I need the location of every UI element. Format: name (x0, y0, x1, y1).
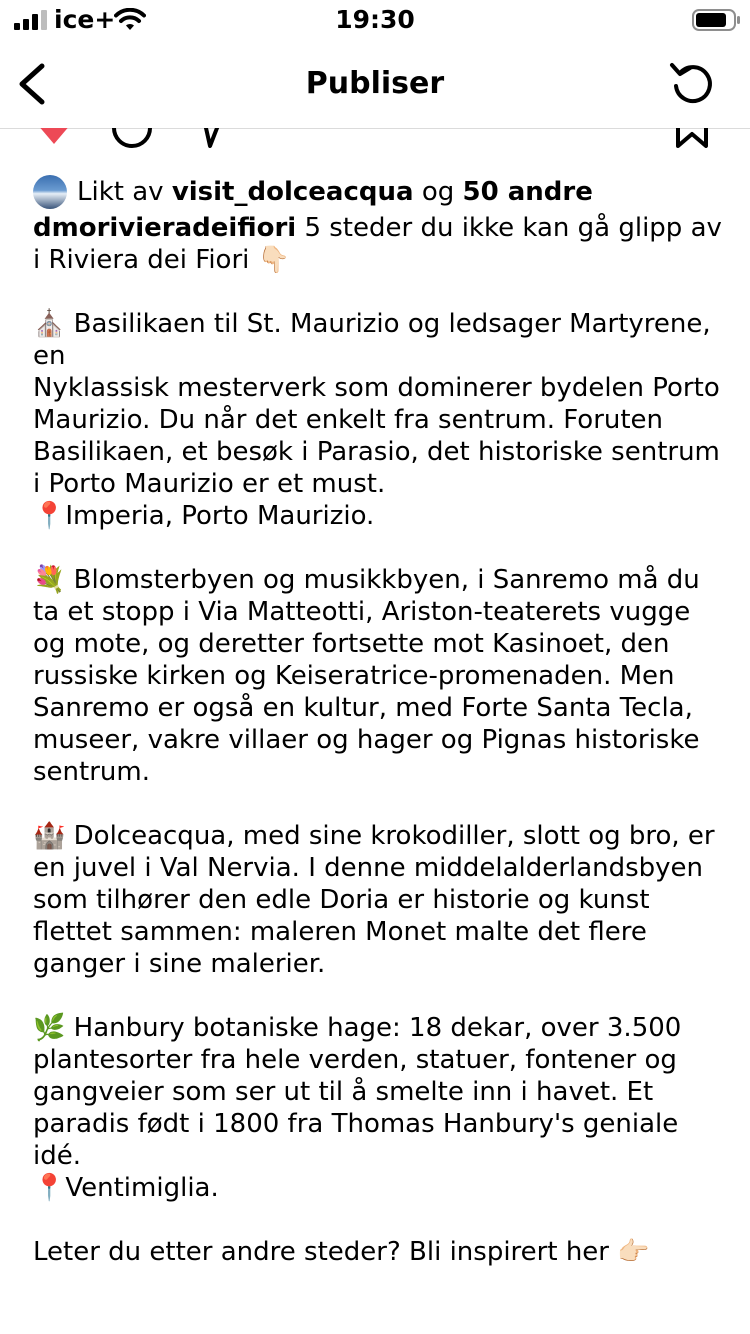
avatar[interactable] (33, 175, 67, 209)
battery-icon (692, 9, 742, 31)
pin-icon: 📍 (33, 1173, 66, 1203)
section-basilica-location (33, 500, 723, 532)
carrier-name: ice+ (54, 5, 116, 34)
section-hanbury-text: Hanbury botaniske hage: 18 dekar, over 3.500 plantesorter fra hele verden, statuer, fontener og gangveier som ser ut til å smelte inn i havet. Et paradis født i 1800 fra Thomas Hanbury's geniale idé. (33, 1013, 682, 1171)
pointing-down-icon: 👇🏻 (257, 245, 291, 275)
church-icon: ⛪ (33, 309, 66, 339)
caption-outro-text: Leter du etter andre steder? Bli inspirert her (33, 1237, 609, 1267)
status-time: 19:30 (335, 5, 415, 34)
castle-icon: 🏰 (33, 821, 66, 851)
section-hanbury (33, 1012, 723, 1172)
page-title: Publiser (305, 66, 445, 101)
location-text: Ventimiglia. (65, 1173, 219, 1203)
likes-prefix: Likt av (77, 177, 164, 207)
likes-summary (33, 172, 723, 212)
post-actions-row (0, 128, 750, 148)
navigation-bar (0, 40, 750, 129)
caption-intro (33, 212, 723, 276)
section-dolceacqua (33, 820, 723, 980)
herb-icon: 🌿 (33, 1013, 66, 1043)
likes-middle: og (421, 177, 455, 207)
section-dolceacqua-text: Dolceacqua, med sine krokodiller, slott og bro, er en juvel i Val Nervia. I denne middelalderlandsbyen som tilhører den edle Doria er historie og kunst flettet sammen: maleren Monet malte det flere ganger i sine malerier. (33, 821, 715, 979)
pin-icon: 📍 (33, 501, 66, 531)
caption-intro-text: 5 steder du ikke kan gå glipp av i Riviera dei Fiori (33, 213, 722, 275)
status-bar (0, 0, 750, 40)
post-content (33, 172, 723, 1268)
section-hanbury-location (33, 1172, 723, 1204)
caption-username[interactable]: dmorivieradeifiori (33, 213, 297, 243)
bouquet-icon: 💐 (33, 565, 66, 595)
liked-by-user-link[interactable]: visit_dolceacqua (171, 177, 414, 207)
share-icon[interactable] (198, 128, 228, 148)
bookmark-icon[interactable] (674, 128, 710, 148)
caption-outro (33, 1236, 723, 1268)
section-sanremo-text: Blomsterbyen og musikkbyen, i Sanremo må du ta et stopp i Via Matteotti, Ariston-teaterets vugge og mote, og deretter fortsette mot Kasinoet, den russiske kirken og Keiseratrice-promenaden. Men Sanremo er også en kultur, med Forte Santa Tecla, museer, vakre villaer og hager og Pignas historiske sentrum. (33, 565, 700, 787)
section-basilica-body: Nyklassisk mesterverk som dominerer bydelen Porto Maurizio. Du når det enkelt fra sentrum. Foruten Basilikaen, et besøk i Parasio, det historiske sentrum i Porto Maurizio er et must. (33, 373, 720, 499)
section-basilica-title: Basilikaen til St. Maurizio og ledsager Martyrene, en (33, 309, 711, 371)
comment-icon[interactable] (110, 128, 154, 148)
likes-count-link[interactable]: 50 andre (462, 177, 593, 207)
heart-icon[interactable] (34, 128, 74, 146)
location-text: Imperia, Porto Maurizio. (65, 501, 375, 531)
section-basilica (33, 308, 723, 372)
refresh-icon[interactable] (668, 60, 718, 108)
section-sanremo (33, 564, 723, 788)
pointing-right-icon: 👉🏻 (617, 1237, 650, 1267)
